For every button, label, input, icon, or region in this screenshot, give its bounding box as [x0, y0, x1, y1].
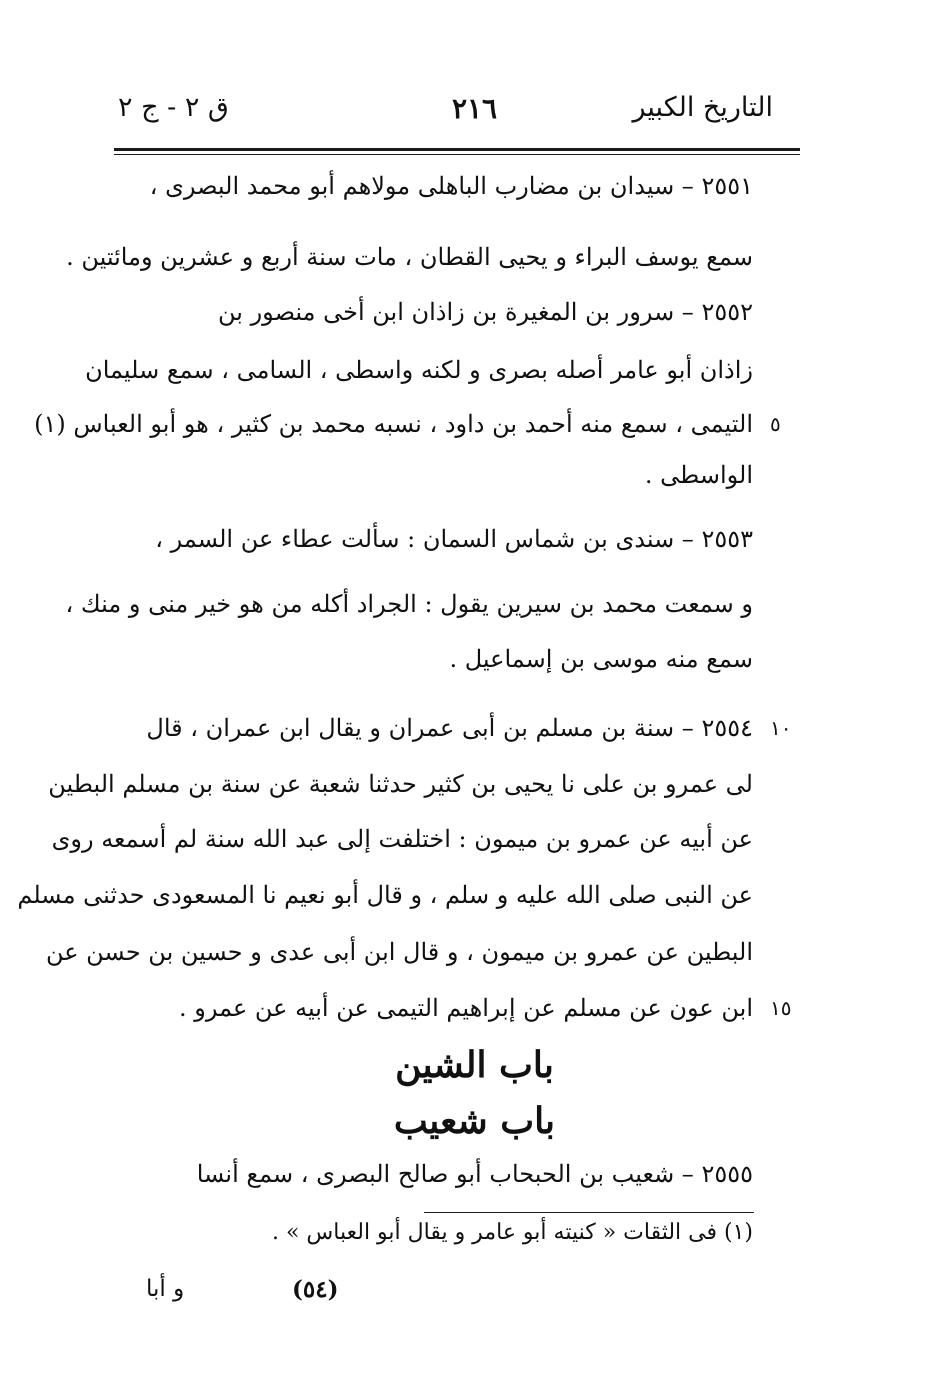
- text-line: عن أبيه عن عمرو بن ميمون : اختلفت إلى عبد الله سنة لم أسمعه روى: [51, 825, 753, 853]
- volume-label: ق ٢ - ج ٢: [118, 92, 229, 123]
- line-marker: ٥: [770, 412, 781, 436]
- text-line: سمع منه موسى بن إسماعيل .: [449, 645, 753, 673]
- text-line: التيمى ، سمع منه أحمد بن داود ، نسبه محمد بن كثير ، هو أبو العباس (١): [34, 410, 753, 438]
- catchword: و أبا: [146, 1276, 185, 1302]
- text-line: ٢٥٥١ – سيدان بن مضارب الباهلى مولاهم أبو محمد البصرى ،: [149, 172, 753, 200]
- text-line: ابن عون عن مسلم عن إبراهيم التيمى عن أبيه عن عمرو .: [178, 994, 753, 1022]
- header-rule: [114, 148, 800, 151]
- section-heading: باب الشين: [395, 1044, 554, 1086]
- text-line: ٢٥٥٥ – شعيب بن الحبحاب أبو صالح البصرى ، سمع أنسا: [196, 1160, 753, 1188]
- text-line: عن النبى صلى الله عليه و سلم ، و قال أبو نعيم نا المسعودى حدثنى مسلم: [17, 881, 753, 909]
- signature-mark: (٥٤): [292, 1276, 339, 1303]
- book-title: التاريخ الكبير: [632, 92, 773, 123]
- text-line: زاذان أبو عامر أصله بصرى و لكنه واسطى ، السامى ، سمع سليمان: [85, 356, 753, 384]
- footnote-rule: [424, 1212, 754, 1213]
- footnote: (١) فى الثقات « كنيته أبو عامر و يقال أبو العباس » .: [271, 1220, 753, 1245]
- text-line: لى عمرو بن على نا يحيى بن كثير حدثنا شعبة عن سنة بن مسلم البطين: [48, 770, 753, 798]
- text-line: ٢٥٥٢ – سرور بن المغيرة بن زاذان ابن أخى منصور بن: [218, 298, 753, 326]
- line-marker: ١٠: [770, 716, 792, 740]
- section-heading: باب شعيب: [393, 1100, 556, 1142]
- text-line: الواسطى .: [644, 461, 753, 489]
- text-line: ٢٥٥٤ – سنة بن مسلم بن أبى عمران و يقال ابن عمران ، قال: [146, 714, 753, 742]
- text-line: سمع يوسف البراء و يحيى القطان ، مات سنة أربع و عشرين ومائتين .: [66, 243, 753, 271]
- line-marker: ١٥: [770, 996, 792, 1020]
- text-line: البطين عن عمرو بن ميمون ، و قال ابن أبى عدى و حسين بن حسن عن: [45, 938, 753, 966]
- header-rule-thin: [114, 154, 800, 155]
- text-line: ٢٥٥٣ – سندى بن شماس السمان : سألت عطاء عن السمر ،: [155, 525, 753, 553]
- text-line: و سمعت محمد بن سيرين يقول : الجراد أكله من هو خير منى و منك ،: [65, 590, 753, 618]
- page-number: ٢١٦: [451, 92, 498, 125]
